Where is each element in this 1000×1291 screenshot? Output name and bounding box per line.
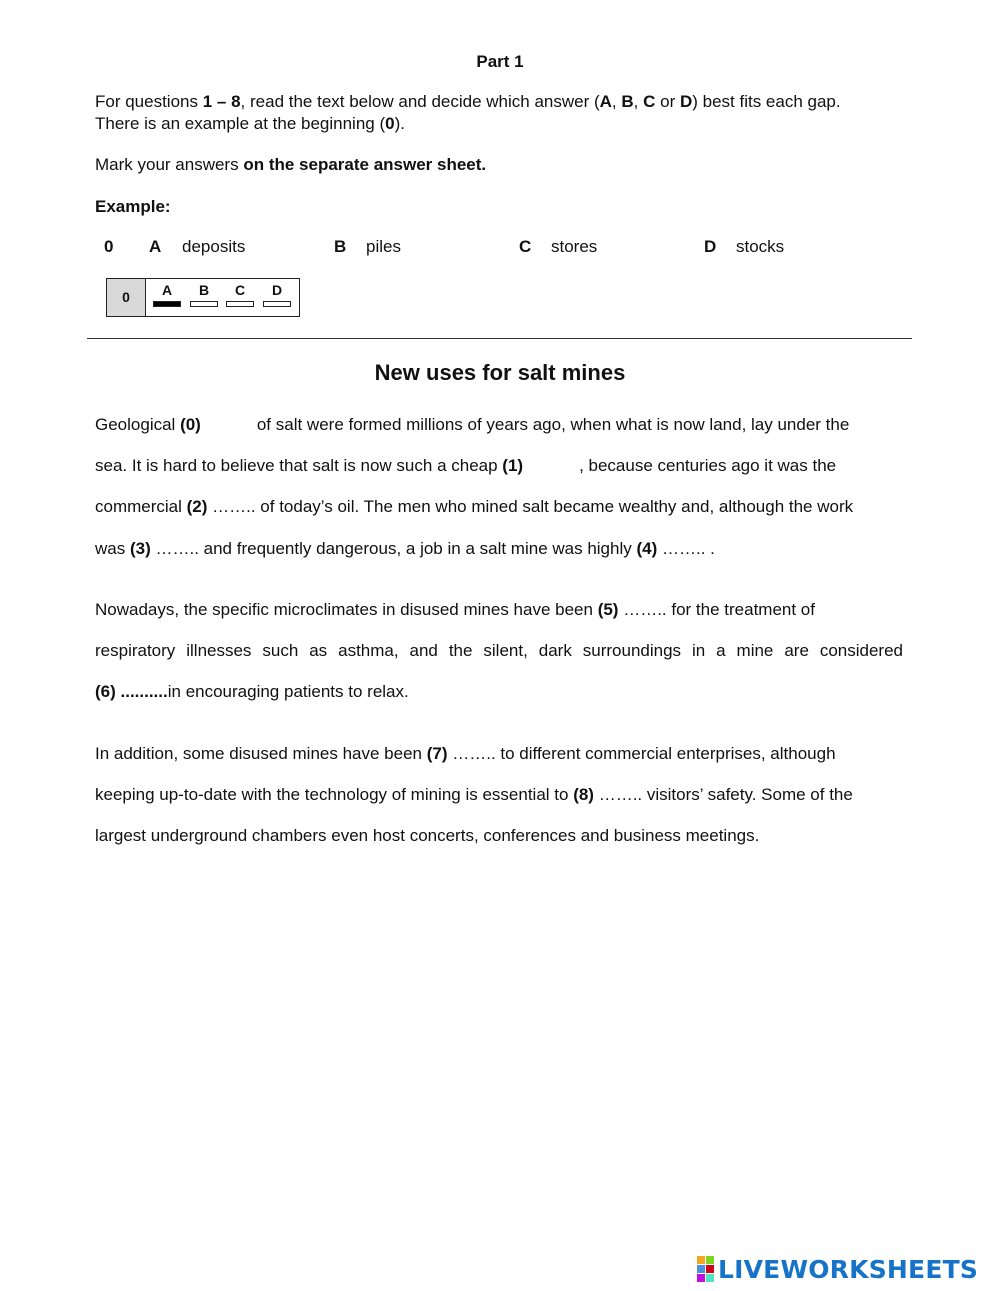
- text: respiratory illnesses such as asthma, and the silent, dark surroundings in a mine are considered: [95, 641, 903, 660]
- answer-grid-letter: B: [198, 282, 210, 298]
- answer-grid-letter: A: [161, 282, 173, 298]
- text: ).: [394, 114, 405, 133]
- option-letter: C: [643, 92, 656, 111]
- p2-line-3: [95, 681, 903, 703]
- text: Geological: [95, 415, 181, 434]
- option-letter: A: [599, 92, 612, 111]
- answer-grid-letter: C: [234, 282, 246, 298]
- text: in encouraging patients to relax.: [167, 682, 409, 701]
- text: In addition, some disused mines have been: [95, 744, 427, 763]
- text: ) best fits each gap.: [692, 92, 841, 111]
- p2-line-2: [95, 640, 903, 662]
- text: commercial: [95, 497, 187, 516]
- example-option-b-word: piles: [366, 237, 401, 256]
- gap-number: (6) ..........: [95, 682, 168, 701]
- logo-square: [706, 1256, 714, 1264]
- text: was: [95, 539, 130, 558]
- example-option-a-word: deposits: [182, 237, 246, 256]
- p1-line-1: [95, 414, 903, 436]
- example-option-d-letter: D: [704, 237, 717, 256]
- example-heading: Example:: [95, 197, 171, 216]
- instructions-line-1: [95, 91, 841, 113]
- emphasis: on the separate answer sheet.: [243, 155, 487, 174]
- example-number: 0: [104, 237, 114, 256]
- logo-square: [697, 1274, 705, 1282]
- gap-number: (4): [636, 539, 658, 558]
- option-letter: B: [621, 92, 634, 111]
- p3-line-3: [95, 825, 903, 847]
- text: , because centuries ago it was the: [579, 456, 837, 475]
- p1-line-4: [95, 538, 903, 560]
- answer-grid-option-b: [189, 282, 219, 307]
- logo-square: [697, 1265, 705, 1273]
- text: …….. visitors’ safety. Some of the: [593, 785, 853, 804]
- logo-square: [706, 1265, 714, 1273]
- gap-number: (0): [180, 415, 201, 434]
- instructions-line-2: [95, 113, 841, 135]
- answer-grid-letter: D: [271, 282, 283, 298]
- liveworksheets-logo-icon: [697, 1256, 714, 1282]
- p2-line-1: [95, 599, 903, 621]
- text: Mark your answers: [95, 155, 244, 174]
- text: …….. for the treatment of: [618, 600, 815, 619]
- answer-slot: [190, 301, 218, 307]
- text: ,: [611, 92, 622, 111]
- example-option-d-word: stocks: [736, 237, 785, 256]
- question-range: 1 – 8: [202, 92, 241, 111]
- logo-square: [697, 1256, 705, 1264]
- gap-number: (1): [502, 456, 524, 475]
- gap-number: (5): [597, 600, 619, 619]
- text: of salt were formed millions of years ago, when what is now land, lay under the: [256, 415, 850, 434]
- answer-slot: [263, 301, 291, 307]
- example-option-b-letter: B: [334, 237, 347, 256]
- logo-text: LIVEWORKSHEETS: [718, 1254, 979, 1284]
- text: largest underground chambers even host concerts, conferences and business meetings.: [95, 826, 760, 845]
- answer-slot: [226, 301, 254, 307]
- example-option-a-letter: A: [149, 237, 162, 256]
- text: …….. to different commercial enterprises, although: [447, 744, 836, 763]
- p1-line-2: [95, 455, 903, 477]
- text: sea. It is hard to believe that salt is now such a cheap: [95, 456, 503, 475]
- example-number: 0: [385, 114, 395, 133]
- text: , read the text below and decide which answer (: [240, 92, 600, 111]
- divider: [87, 338, 912, 339]
- answer-grid-row-label: 0: [107, 279, 146, 316]
- text: ,: [633, 92, 644, 111]
- answer-grid-option-c: [225, 282, 255, 307]
- p3-line-1: [95, 743, 903, 765]
- p1-line-3: [95, 496, 903, 518]
- text: There is an example at the beginning (: [95, 114, 386, 133]
- text: Nowadays, the specific microclimates in disused mines have been: [95, 600, 598, 619]
- example-answer-grid: [106, 278, 300, 317]
- gap-number: (8): [573, 785, 594, 804]
- mark-answers-instruction: [95, 154, 486, 176]
- text: or: [655, 92, 680, 111]
- text-title: New uses for salt mines: [374, 360, 626, 385]
- gap-number: (7): [426, 744, 448, 763]
- answer-slot-selected: [153, 301, 181, 307]
- text: …….. of today’s oil. The men who mined salt became wealthy and, although the work: [207, 497, 854, 516]
- gap-number: (2): [186, 497, 208, 516]
- option-letter: D: [679, 92, 693, 111]
- part-title: Part 1: [476, 52, 524, 71]
- example-option-c-word: stores: [551, 237, 598, 256]
- answer-grid-option-a: [152, 282, 182, 307]
- logo-square: [706, 1274, 714, 1282]
- text: keeping up-to-date with the technology of mining is essential to: [95, 785, 574, 804]
- liveworksheets-logo: [697, 1254, 978, 1284]
- text: For questions: [95, 92, 203, 111]
- instructions: [95, 91, 841, 135]
- text: …….. and frequently dangerous, a job in a salt mine was highly: [150, 539, 637, 558]
- p3-line-2: [95, 784, 903, 806]
- gap-number: (3): [129, 539, 151, 558]
- example-option-c-letter: C: [519, 237, 532, 256]
- text: …….. .: [657, 539, 715, 558]
- answer-grid-option-d: [262, 282, 292, 307]
